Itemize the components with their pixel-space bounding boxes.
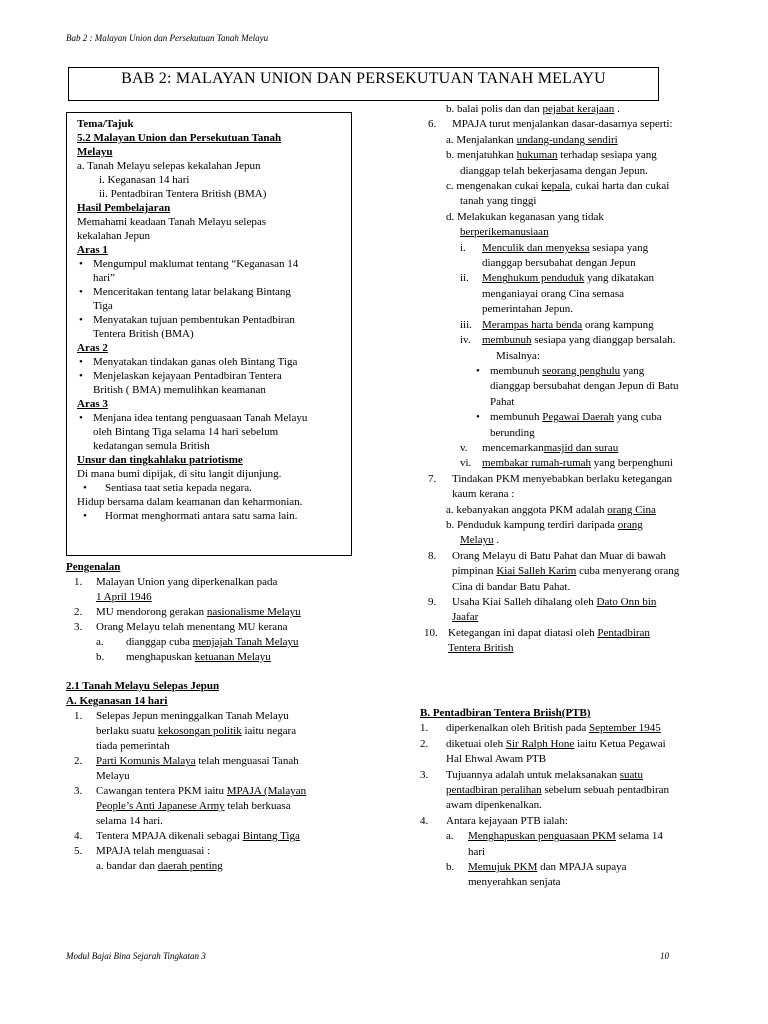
tema-box [66,112,352,556]
item-7a: a. kebanyakan anggota PKM adalah orang Cina [446,503,656,516]
item-8: 8. Orang Melayu di Batu Pahat dan Muar di bawah pimpinan Kiai Salleh Karim cuba menyerang orang Cina di bandar Batu Pahat. [428,549,680,593]
item-6d-iv: iv. membunuh sesiapa yang dianggap bersalah. Misalnya: [460,334,676,362]
aras1-bullet-item [77,285,343,313]
item-6c: c. mengenakan cukai kepala, cukai harta dan cukai tanah yang tinggi [446,180,670,208]
item-7b: b. Penduduk kampung terdiri daripada orang Melayu . [446,518,643,547]
bullet-icon [476,410,490,441]
aras1-bullet-line: Tentera British (BMA) [93,328,194,340]
hasil-line-1: Memahami keadaan Tanah Melayu selepas [77,216,267,228]
section-a-heading: A. Keganasan 14 hari [66,695,168,707]
item-6d: d. Melakukan keganasan yang tidak berperikemanusiaan [446,210,604,239]
item-6d-vi: vi. membakar rumah-rumah yang berpenghuni [460,457,673,470]
item-6: 6. MPAJA turut menjalankan dasar-dasarnya seperti: [428,118,673,131]
section-b-heading: B. Pentadbiran Tentera Briish(PTB) [420,707,591,719]
aras1-bullet-item [77,257,343,285]
aras2-bullet-line: Menjelaskan kejayaan Pentadbiran Tentera [93,370,282,382]
keganasan-item-5: 5. MPAJA telah menguasai : a. bandar dan daerah penting [74,845,223,872]
continued-item-b: b. balai polis dan dan pejabat kerajaan . [446,103,620,115]
section-2-1-heading: 2.1 Tanah Melayu Selepas Jepun [66,680,220,692]
hasil-line-2: kekalahan Jepun [77,230,150,242]
aras2-bullet-line: Menyatakan tindakan ganas oleh Bintang Tiga [93,356,298,368]
keganasan-item-2: 2. Parti Komunis Malaya telah menguasai Tanah Melayu [74,755,299,782]
aras1-bullet-line: Mengumpul maklumat tentang “Keganasan 14 [93,258,299,270]
page-number: 10 [660,951,669,961]
aras1-bullet-line: Menyatakan tujuan pembentukan Pentadbiran [93,314,295,326]
unsur-heading: Unsur dan tingkahlaku patriotisme [77,454,243,466]
keganasan-item-4: 4. Tentera MPAJA dikenali sebagai Bintang Tiga [74,830,300,842]
aras-2-list [77,355,343,397]
pengenalan-item-3b: b. menghapuskan ketuanan Melayu [96,651,271,663]
item-6a: a. Menjalankan undang-undang sendiri [446,133,618,146]
aras-3-heading: Aras 3 [77,398,108,410]
pengenalan-item-3a: a. dianggap cuba menjajah Tanah Melayu [96,636,299,648]
ptb-item-4a: a. Menghapuskan penguasaan PKM selama 14 hari [446,830,663,858]
ptb-item-1: 1. diperkenalkan oleh British pada September 1945 [420,722,661,735]
pengenalan-item-2: 2. MU mendorong gerakan nasionalisme Melayu [74,606,301,618]
aras-2-heading: Aras 2 [77,342,108,354]
bullet-icon [77,481,105,495]
tema-line-i: i. Keganasan 14 hari [99,174,190,186]
bullet-icon [77,369,93,397]
aras1-bullet-item [77,313,343,341]
chapter-title: BAB 2: MALAYAN UNION DAN PERSEKUTUAN TANAH MELAYU [68,67,659,101]
unsur-bullet-1: • Sentiasa taat setia kepada negara. [77,481,343,495]
item-7: 7. Tindakan PKM menyebabkan berlaku ketegangan kaum kerana : [428,472,673,501]
page-header: Bab 2 : Malayan Union dan Persekutuan Tanah Melayu [66,33,269,43]
keganasan-item-1: 1. Selepas Jepun meninggalkan Tanah Melayu berlaku suatu kekosongan politik iaitu negara tiada pemerintah [74,710,297,752]
ptb-item-4: 4. Antara kejayaan PTB ialah: [420,814,568,827]
keganasan-item-3: 3. Cawangan tentera PKM iaitu MPAJA (Malayan People’s Anti Japanese Army telah berkuasa selama 14 hari. [74,785,307,827]
section-b [420,706,720,891]
aras1-bullet-line: hari” [93,272,115,284]
bullet-icon [77,285,93,313]
aras3-bullet-line: oleh Bintang Tiga selama 14 hari sebelum [93,426,279,438]
item-10: 10. Ketegangan ini dapat diatasi oleh Pentadbiran Tentera British [424,626,650,655]
bullet-icon [77,355,93,369]
item-6d-iii: iii. Merampas harta benda orang kampung [460,318,654,331]
tema-line-a: a. Tanah Melayu selepas kekalahan Jepun [77,160,261,172]
aras-1-list [77,257,343,341]
aras-3-list [77,411,343,453]
item-9: 9. Usaha Kiai Salleh dihalang oleh Dato Onn bin Jaafar [428,596,657,624]
ptb-item-4b: b. Memujuk PKM dan MPAJA supaya menyerahkan senjata [446,861,627,889]
aras2-bullet-item [77,355,343,369]
aras1-bullet-line: Menceritakan tentang latar belakang Bintang [93,286,291,298]
pengenalan-item-3: 3. Orang Melayu telah menentang MU kerana [74,621,288,633]
aras1-bullet-line: Tiga [93,300,113,312]
ptb-item-3: 3. Tujuannya adalah untuk melaksanakan suatu pentadbiran peralihan sebelum sebuah pentadbiran awam dipenkenalkan. [420,768,669,812]
page-footer: Modul Bajai Bina Sejarah Tingkatan 3 [66,951,206,961]
aras3-bullet-line: kedatangan semula British [93,440,210,452]
aras-1-heading: Aras 1 [77,244,108,256]
subtopic-line-2: Melayu [77,146,113,158]
tema-line-ii: ii. Pentadbiran Tentera British (BMA) [99,188,267,200]
aras2-bullet-item [77,369,343,397]
hasil-heading: Hasil Pembelajaran [77,202,171,214]
left-column [66,560,356,874]
aras3-bullet-item [77,411,343,453]
item-6d-ii: ii. Menghukum penduduk yang dikatakan menganiayai orang Cina semasa pemerintahan Jepun. [460,272,655,316]
aras3-bullet-line: Menjana idea tentang penguasaan Tanah Melayu [93,412,308,424]
tema-heading: Tema/Tajuk [77,118,134,130]
bullet-icon [77,257,93,285]
aras2-bullet-line: British ( BMA) memulihkan keamanan [93,384,266,396]
ptb-item-2: 2. diketuai oleh Sir Ralph Hone iaitu Ketua Pegawai Hal Ehwal Awam PTB [420,737,666,766]
pengenalan-heading: Pengenalan [66,561,121,573]
pengenalan-item-1: 1. Malayan Union yang diperkenalkan pada 1 April 1946 [74,576,278,603]
item-6d-i: i. Menculik dan menyeksa sesiapa yang dianggap bersubahat dengan Jepun [460,241,649,270]
unsur-line-3: Hidup bersama dalam keamanan dan keharmonian. [77,496,303,508]
bullet-icon [77,411,93,453]
item-6d-v: v. mencemarkanmasjid dan surau [460,441,619,454]
unsur-line-1: Di mana bumi dipijak, di situ langit dijunjung. [77,468,282,480]
right-column [420,102,720,657]
unsur-bullet-2: • Hormat menghormati antara satu sama lain. [77,509,343,523]
bullet-icon [77,509,105,523]
bullet-icon [476,364,490,410]
bullet-icon [77,313,93,341]
subtopic-line-1: 5.2 Malayan Union dan Persekutuan Tanah [77,132,282,144]
item-6d-iv-bullet-1: • membunuh seorang penghulu yang dianggap bersubahat dengan Jepun di Batu Pahat [420,364,720,410]
item-6b: b. menjatuhkan hukuman terhadap sesiapa yang dianggap telah bekerjasama dengan Jepun. [446,149,657,177]
item-6d-iv-bullet-2: • membunuh Pegawai Daerah yang cuba berunding [420,410,720,441]
